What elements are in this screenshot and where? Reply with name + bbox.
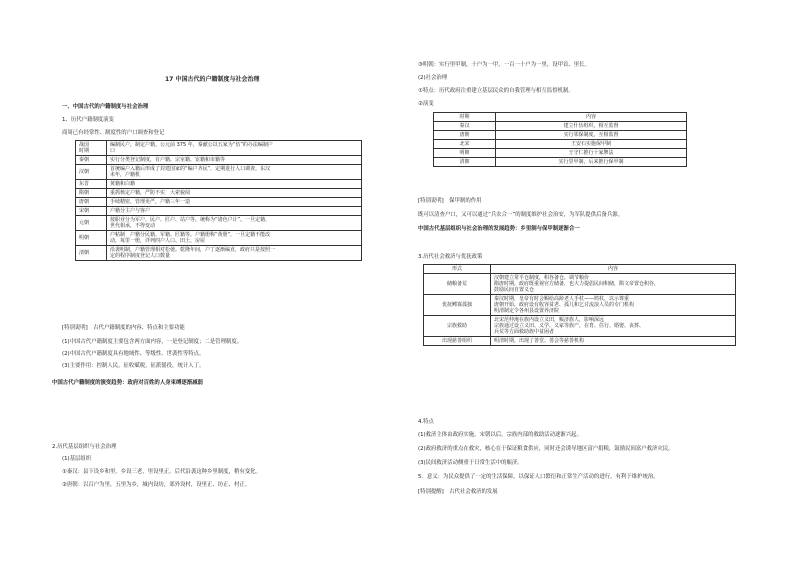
table2-header-content: 内容: [496, 113, 687, 122]
tedian-2: (2)政府救济的重点在救灾，核心在于保证粮食供应，同时还会诱导地区富户捐粮，鼓励民间富户救济灾民。: [418, 446, 674, 452]
table-row: [76, 141, 362, 156]
era-cell: 元朝: [76, 216, 107, 231]
section-4-heading: 4.特点: [418, 419, 434, 425]
era-cell: 清朝: [76, 246, 107, 261]
period-cell: 明朝: [434, 149, 496, 158]
grassroots-table: [433, 112, 687, 167]
desc-cell: 沿袭明制，户籍管理相对松弛。乾隆年间，户丁逐渐编直，政府只是按照一 定的程序制度登记人口数量: [107, 246, 362, 261]
intro-text: 商周已有经常性、制度性的户口调查和登记: [62, 130, 165, 136]
table-row: [434, 122, 687, 131]
evolve-heading: ②演变: [418, 101, 434, 107]
baojia-text: 既可以清查户口，又可以通过“兵农合一”的制度维护社会治安，为军队提供后备兵源。: [418, 212, 624, 218]
qin-han-text: ①秦汉：县下设乡和里。乡设三老，里设里正。后代沿袭这种乡里制度，稍有变化。: [62, 469, 261, 475]
period-cell: 唐朝: [434, 131, 496, 140]
era-cell: 明朝: [76, 231, 107, 246]
desc-cell: 编制民户，制定户籍。公元前 375 年，秦献公以五家为“伍”的办法编制户 口: [107, 141, 362, 156]
point-1: (1)中国古代户籍制度主要包含两方面内容，一是登记制度；二是管理制度。: [62, 339, 243, 345]
table-row: [424, 337, 736, 346]
table-row: [434, 131, 687, 140]
table-row: [76, 189, 362, 198]
era-cell: 宋朝: [76, 207, 107, 216]
tang-text: ②唐朝：以百户为里，五里为乡，城内设坊，郊外设村，设里正、坊正、村正。: [62, 482, 251, 488]
point-3: (3)主要作用：控制人民，征收赋税，征派徭役，统计人丁。: [62, 363, 205, 369]
era-cell: 唐朝: [76, 198, 107, 207]
desc-cell: 户帖制 户籍分民籍、军籍、匠籍等。户籍册称“黄册”，一旦定籍不能改 动，每里一册，详列四户人口、田土、房屋: [107, 231, 362, 246]
content-cell: 汉朝建立常平仓制度，积谷备仓，调节粮价 隋唐时期，政府既重视官方储备，也大力提倡民间积储，隋文帝置仓积谷， 鼓励民间自置义仓: [491, 274, 736, 295]
feature-text: ①特点：历代政府注重建立基层民众的自我管理与相互监督机制。: [418, 88, 574, 94]
section-3-heading: 3.历代社会救济与优抚政策: [418, 254, 483, 260]
trend-text: 中国古代户籍制度的演变趋势：政府对百姓的人身束缚逐渐减弱: [52, 380, 203, 386]
table-row: [434, 149, 687, 158]
table-row: [76, 156, 362, 165]
table-row: [434, 158, 687, 167]
era-cell: 东晋: [76, 180, 107, 189]
subsection-2a-heading: (1)基层组织: [62, 456, 92, 462]
table-row: [434, 140, 687, 149]
table-row: [76, 246, 362, 261]
table-row: [424, 316, 736, 337]
tedian-1: (1)救济主体由政府实施，宋朝以后，宗族内部的救助活动逐渐兴起。: [418, 432, 582, 438]
content-cell: 实行邻保制度，互相监督: [496, 131, 687, 140]
era-cell: 汉朝: [76, 165, 107, 180]
content-cell: 秦汉时期，皇帝有时会赐给高龄老人手杖——鸠杖，以示尊重 唐朝开始，政府设有收容贫老、孤儿和乞讨流浪人员的专门机构 明清制定令各州县设置养济院: [491, 295, 736, 316]
period-cell: 北宋: [434, 140, 496, 149]
table-row: [76, 198, 362, 207]
point-2: (2)中国古代户籍制度具有地域性、等级性、世袭性等特点。: [62, 351, 205, 357]
table3-header-content: 内容: [491, 265, 736, 274]
form-cell: 出现慈善组织: [424, 337, 491, 346]
subsection-2b-heading: (2)社会治理: [418, 75, 448, 81]
content-cell: 王安石实施保甲制: [496, 140, 687, 149]
era-cell: 秦朝: [76, 156, 107, 165]
desc-cell: 按职业分为军户、民户、匠户、站户等，统称为“诸色户计”。一旦定籍， 世代相承，不得变动: [107, 216, 362, 231]
content-cell: 实行里甲制，后来推行保甲制: [496, 158, 687, 167]
content-cell: 建立什伍组织，相互监督: [496, 122, 687, 131]
content-cell: 王守仁推行十家牌法: [496, 149, 687, 158]
table-row: [76, 207, 362, 216]
era-cell: 隋朝: [76, 189, 107, 198]
desc-cell: 重抓核定户籍，严防不实 大索貌阅: [107, 189, 362, 198]
relief-table: [423, 264, 736, 346]
meaning-text: 5．意义：为民众提供了一定的生活保障，以保证人口繁衍和正常生产活动的进行，有利于维护统治。: [418, 474, 659, 480]
table2-header-period: 时期: [434, 113, 496, 122]
baojia-label: [特别说明] 保甲制的作用: [418, 198, 482, 204]
section-2-heading: 2.历代基层组织与社会治理: [52, 444, 117, 450]
period-cell: 清朝: [434, 158, 496, 167]
table-row: [76, 180, 362, 189]
subsection-1-heading: 1、历代户籍制度演变: [62, 117, 114, 123]
household-registration-table: [75, 140, 362, 261]
table-row: [76, 165, 362, 180]
note-label: [特别说明] 古代户籍制度的内容、特点和主要功能: [62, 325, 185, 331]
form-cell: 优抚鳏寡孤独: [424, 295, 491, 316]
desc-cell: 户籍分主户与客户: [107, 207, 362, 216]
period-cell: 秦汉: [434, 122, 496, 131]
tedian-3: (3)民间救济活动侧重于日常生活中的赈济。: [418, 460, 523, 466]
content-cell: 明清时期，出现了善堂、善会等慈善机构: [491, 337, 736, 346]
table-row: [424, 274, 736, 295]
table-row: [76, 216, 362, 231]
era-cell: 战国 时期: [76, 141, 107, 156]
form-cell: 宗族救助: [424, 316, 491, 337]
table-row: [424, 295, 736, 316]
last-label: [特别提醒] 古代社会救济的发展: [418, 489, 498, 495]
trend2-text: 中国古代基层组织与社会治理的发展趋势：乡里制与保甲制逐渐合一: [418, 226, 580, 232]
table3-header-form: 形式: [424, 265, 491, 274]
ming-text: ③明朝：实行里甲制，十户为一甲，一百一十户为一里，设甲首、里长。: [418, 62, 590, 68]
desc-cell: 首统编户入籍后形成了封建国家的“编户齐民”，定期进行人口调查。东汉 末年，户籍机: [107, 165, 362, 180]
doc-title: 17 中国古代的户籍制度与社会治理: [165, 76, 260, 83]
content-cell: 北宋范仲淹在族内设立义田，赈济族人，影响深远 宗族通过设立义田、义学、义冢等族产，在育、住行、婚娶、丧葬、 兵荒等方面救助族中贫困者: [491, 316, 736, 337]
desc-cell: 实行分类登记制度，有户籍、宗室籍、宦籍和市籍等: [107, 156, 362, 165]
table-row: [76, 231, 362, 246]
desc-cell: 黄籍和白籍: [107, 180, 362, 189]
section-1-heading: 一、中国古代的户籍制度与社会治理: [62, 104, 149, 110]
desc-cell: 手续精密，管理更严，户籍三年一造: [107, 198, 362, 207]
form-cell: 储粮备荒: [424, 274, 491, 295]
